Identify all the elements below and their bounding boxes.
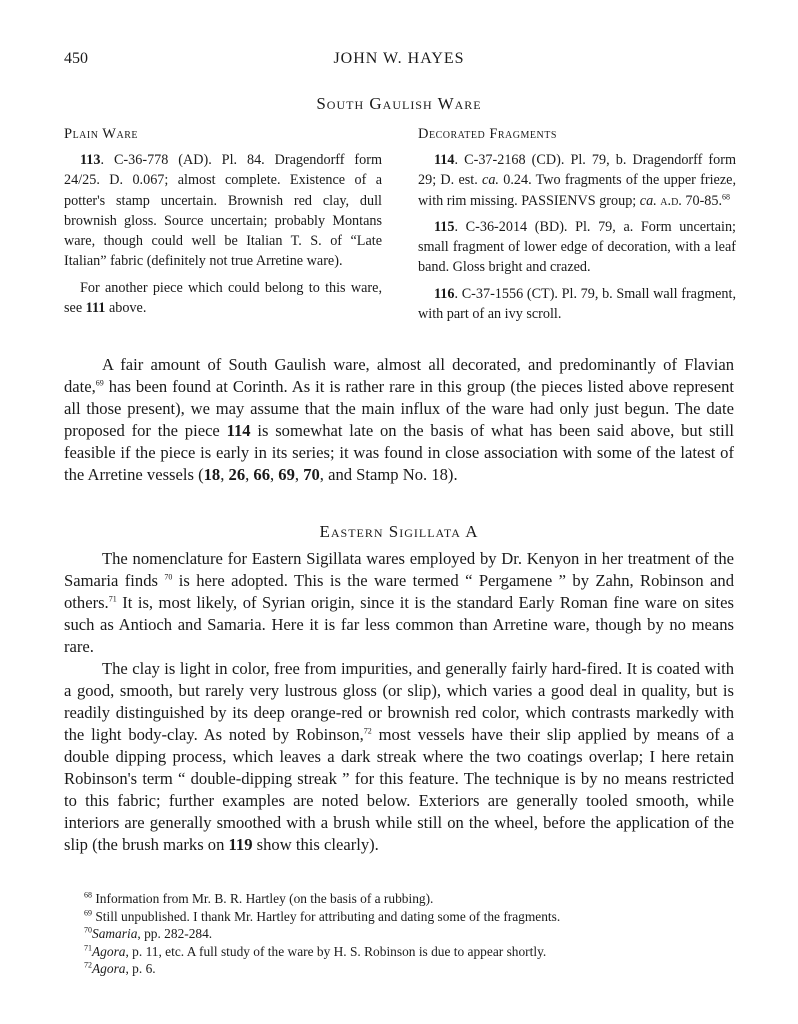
cross-reference-note: For another piece which could belong to this ware, see 111 above. [64,279,382,317]
section-title-eastern-sigillata-a: Eastern Sigillata A [319,522,479,541]
footnote-ref-72[interactable]: 72 [363,726,372,736]
column-heading-plain-ware: Plain Ware [64,126,138,142]
footnote-68: $^{68}$ Information from Mr. B. R. Hartley (on the basis of a rubbing). [84,890,434,906]
eastern-sigillata-discussion [64,548,734,856]
entry-113: 113. C-36-778 (AD). Pl. 84. Dragendorff form 24/25. D. 0.067; almost complete. Existence of a potter's stamp uncertain. Brownish red clay, dull brownish gloss. Source uncertain; probably Montans ware, though could well be Italian T. S. of “Late Italian” fabric (definitely not true Arretine ware). [64,152,382,270]
page-number: 450 [64,50,88,67]
paragraph: The nomenclature for Eastern Sigillata wares employed by Dr. Kenyon in her treatment of the Samaria finds $^{70}$ is here adopted. This is the ware termed “ Pergamene ” by Zahn, Robinson and others.$^{71}$ It is, most likely, of Syrian origin, since it is the standard Early Roman fine ware on sites such as Antioch and Samaria. Here it is far less common than Arretine ware, though by no means rare. [64,549,735,656]
entry-114: 114. C-37-2168 (CD). Pl. 79, b. Dragendorff form 29; D. est. ca. 0.24. Two fragments of the upper frieze, with rim missing. PASSIENVS group; ca. a.d. 70-85.68 [418,152,736,209]
footnote-69: $^{69}$ Still unpublished. I thank Mr. Hartley for attributing and dating some of the fragments. [84,908,561,924]
footnote-70: $^{70}$Samaria, pp. 282-284. [84,925,213,942]
footnotes [64,890,744,978]
footnote-ref-69[interactable]: 69 [95,378,104,388]
entry-115: 115. C-36-2014 (BD). Pl. 79, a. Form uncertain; small fragment of lower edge of decoration, with a leaf band. Gloss bright and crazed. [418,218,736,276]
footnote-72: $^{72}$Agora, p. 6. [84,960,156,977]
footnote-ref-68[interactable]: 68 [722,191,731,201]
south-gaulish-discussion [64,354,734,486]
entry-116: 116. C-37-1556 (CT). Pl. 79, b. Small wall fragment, with part of an ivy scroll. [418,285,736,323]
left-column [64,150,382,324]
running-head: JOHN W. HAYES [333,50,465,67]
footnote-71: $^{71}$Agora, p. 11, etc. A full study of the ware by H. S. Robinson is due to appear shortly. [84,943,547,959]
column-heading-decorated-fragments: Decorated Fragments [418,126,557,142]
paragraph: A fair amount of South Gaulish ware, almost all decorated, and predominantly of Flavian date,$^{69}$ has been found at Corinth. As it is rather rare in this group (the pieces listed above represent all those present), we may assume that the main influx of the ware had only just begun. The date proposed for the piece 114 is somewhat late on the basis of what has been said above, but still feasible if the piece is early in its series; it was found in close association with some of the latest of the Arretine vessels (18, 26, 66, 69, 70, and Stamp No. 18). [64,355,734,484]
paragraph: The clay is light in color, free from impurities, and generally fairly hard-fired. It is coated with a good, smooth, but rarely very lustrous gloss (or slip), which varies a good deal in quality, but is readily distinguished by its deep orange-red or brownish red color, which contrasts markedly with the light body-clay. As noted by Robinson,$^{72}$ most vessels have their slip applied by means of a double dipping process, which leaves a dark streak where the two coatings overlap; I here retain Robinson's term “ double-dipping streak ” for this feature. The technique is by no means restricted to this fabric; further examples are noted below. Exteriors are generally tooled smooth, while interiors are generally smoothed with a brush while still on the wheel, before the application of the slip (the brush marks on 119 show this clearly). [64,659,734,854]
right-column [418,150,736,330]
footnote-ref-70[interactable]: 70 [164,572,173,582]
section-title-south-gaulish: South Gaulish Ware [316,94,482,113]
footnote-ref-71[interactable]: 71 [108,594,117,604]
